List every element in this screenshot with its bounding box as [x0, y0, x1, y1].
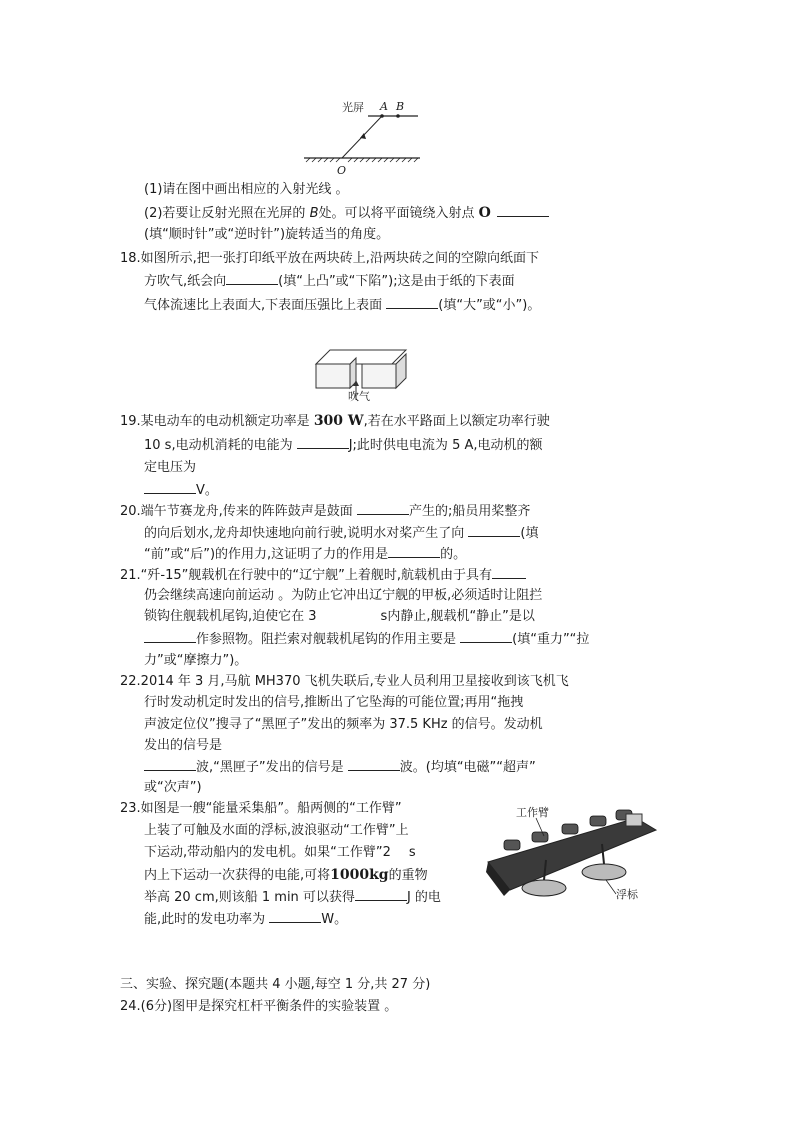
q18-line1: 18.如图所示,把一张打印纸平放在两块砖上,沿两块砖之间的空隙向纸面下	[120, 251, 539, 266]
point-o-label: O	[337, 164, 347, 176]
q21-text: 21.“歼-15”舰载机在行驶中的“辽宁舰”上着舰时,航载机由于具有	[120, 568, 492, 583]
right-brick	[362, 364, 396, 388]
q19-line4	[144, 481, 218, 500]
q17-p2-text2: 处。可以将平面镜绕入射点	[318, 206, 479, 221]
q19-text: 19.某电动车的电动机额定功率是	[120, 414, 314, 429]
q17-blank[interactable]	[497, 204, 549, 217]
q18-blank1[interactable]	[226, 272, 278, 285]
q21-blank2[interactable]	[144, 630, 196, 643]
q19-text3: 10 s,电动机消耗的电能为	[144, 438, 297, 453]
q18-blank2[interactable]	[386, 296, 438, 309]
q18-text2: (填“上凸”或“下陷”);这是由于纸的下表面	[278, 274, 515, 289]
q21-text3: 锁钩住舰载机尾钩,迫使它在 3	[144, 609, 317, 624]
q21-blank1[interactable]	[492, 566, 526, 579]
q22-line6: 或“次声”)	[144, 780, 202, 795]
q20-text3: 的向后划水,龙舟却快速地向前行驶,说明水对桨产生了向	[144, 526, 469, 541]
q22-line1: 22.2014 年 3 月,马航 MH370 飞机失联后,专业人员利用卫星接收到该飞机飞	[120, 674, 569, 689]
cabin	[626, 814, 642, 826]
q23-unit2: W。	[321, 912, 348, 927]
q21-blank3[interactable]	[460, 630, 512, 643]
q23-text2: 内上下运动一次获得的电能,可将	[144, 868, 331, 883]
point-b-label: B	[396, 100, 405, 113]
work-arm-label: 工作臂	[516, 806, 549, 819]
q18-line3	[144, 296, 540, 315]
q19-text2: ,若在水平路面上以额定功率行驶	[363, 414, 550, 429]
q20-text: 20.端午节赛龙舟,传来的阵阵鼓声是鼓面	[120, 504, 357, 519]
screen-label: 光屏	[342, 101, 364, 114]
q19-power: 300 W	[313, 413, 364, 429]
q19-text4: J;此时供电电流为 5 A,电动机的额	[348, 438, 543, 453]
point-o-inline: O	[478, 205, 491, 221]
q24-line1: 24.(6分)图甲是探究杠杆平衡条件的实验装置 。	[120, 999, 398, 1014]
q23-line2: 上装了可触及水面的浮标,波浪驱动“工作臂”上	[144, 823, 409, 838]
point-b-inline: B	[309, 206, 319, 221]
q22-line3: 声波定位仪”搜寻了“黑匣子”发出的频率为 37.5 KHz 的信号。发动机	[144, 717, 543, 732]
q22-line5	[144, 758, 536, 777]
energy-ship-photo	[486, 800, 662, 910]
q20-text4: (填	[520, 526, 539, 541]
q22-line4: 发出的信号是	[144, 738, 223, 753]
q23-line3	[144, 844, 416, 862]
q23-blank2[interactable]	[269, 910, 321, 923]
q23-unit: s	[408, 845, 416, 860]
q23-mass: 1000kg	[330, 867, 389, 883]
q23-line4	[144, 866, 428, 885]
q23-blank1[interactable]	[355, 888, 407, 901]
float-label: 浮标	[616, 888, 638, 901]
section-3-title: 三、实验、探究题(本题共 4 小题,每空 1 分,共 27 分)	[120, 977, 431, 992]
q23-text: 下运动,带动船内的发电机。如果“工作臂”2	[144, 845, 391, 860]
point-a-label: A	[380, 100, 388, 113]
q20-line3	[144, 545, 466, 564]
q17-part1: (1)请在图中画出相应的入射光线 。	[144, 182, 349, 197]
q23-text3: 的重物	[388, 868, 428, 883]
blow-label: 吹气	[348, 390, 370, 402]
q22-line2: 行时发动机定时发出的信号,推断出了它坠海的可能位置;再用“拖拽	[144, 695, 524, 710]
q22-blank1[interactable]	[144, 758, 196, 771]
q19-line2	[144, 436, 543, 455]
q23-text5: J 的电	[406, 890, 441, 905]
paper-sheet	[316, 350, 406, 364]
q22-text2: 波。(均填“电磁”“超声”	[399, 760, 536, 775]
q21-line2: 仍会继续高速向前运动 。为防止它冲出辽宁舰的甲板,必须适时让阻拦	[144, 588, 543, 603]
q20-line1	[120, 502, 530, 521]
float-pointer	[606, 880, 616, 894]
q21-line3	[144, 608, 535, 626]
q21-text6: (填“重力”“拉	[512, 632, 590, 647]
q20-line2	[144, 524, 538, 543]
point-b	[396, 114, 400, 118]
q20-blank1[interactable]	[357, 502, 409, 515]
q23-line5	[144, 888, 441, 907]
reflection-diagram	[300, 96, 430, 176]
q22-blank2[interactable]	[348, 758, 400, 771]
q19-line3: 定电压为	[144, 460, 197, 475]
q17-p2-text: (2)若要让反射光照在光屏的	[144, 206, 310, 221]
q18-text: 方吹气,纸会向	[144, 274, 227, 289]
q20-blank3[interactable]	[388, 545, 440, 558]
q19-unit: V。	[196, 483, 218, 498]
q21-text4: s内静止,舰载机“静止”是以	[380, 609, 535, 624]
q21-line1	[120, 566, 526, 585]
q19-line1	[120, 412, 550, 431]
q22-text: 波,“黑匣子”发出的信号是	[196, 760, 348, 775]
q23-text4: 举高 20 cm,则该船 1 min 可以获得	[144, 890, 355, 905]
left-brick	[316, 364, 350, 388]
q18-text4: (填“大”或“小”)。	[438, 298, 541, 313]
q20-text5: “前”或“后”)的作用力,这证明了力的作用是	[144, 547, 389, 562]
q20-text2: 产生的;船员用桨整齐	[408, 504, 531, 519]
q19-blank2[interactable]	[144, 481, 196, 494]
q21-text5: 作参照物。阻拦索对舰载机尾钩的作用主要是	[196, 632, 461, 647]
mirror-hatching	[306, 158, 418, 162]
q23-line1: 23.如图是一艘“能量采集船”。船两侧的“工作臂”	[120, 801, 402, 816]
q18-line2	[144, 272, 515, 291]
q20-blank2[interactable]	[468, 524, 520, 537]
q18-text3: 气体流速比上表面大,下表面压强比上表面	[144, 298, 387, 313]
q17-part2	[144, 204, 549, 223]
q19-blank1[interactable]	[297, 436, 349, 449]
q20-text6: 的。	[440, 547, 467, 562]
q21-line4	[144, 630, 589, 649]
q21-line5: 力”或“摩擦力”)。	[144, 653, 248, 668]
q23-line6	[144, 910, 347, 929]
q23-text6: 能,此时的发电功率为	[144, 912, 270, 927]
q17-part3: (填“顺时针”或“逆时针”)旋转适当的角度。	[144, 227, 390, 242]
bricks-diagram	[312, 340, 412, 402]
